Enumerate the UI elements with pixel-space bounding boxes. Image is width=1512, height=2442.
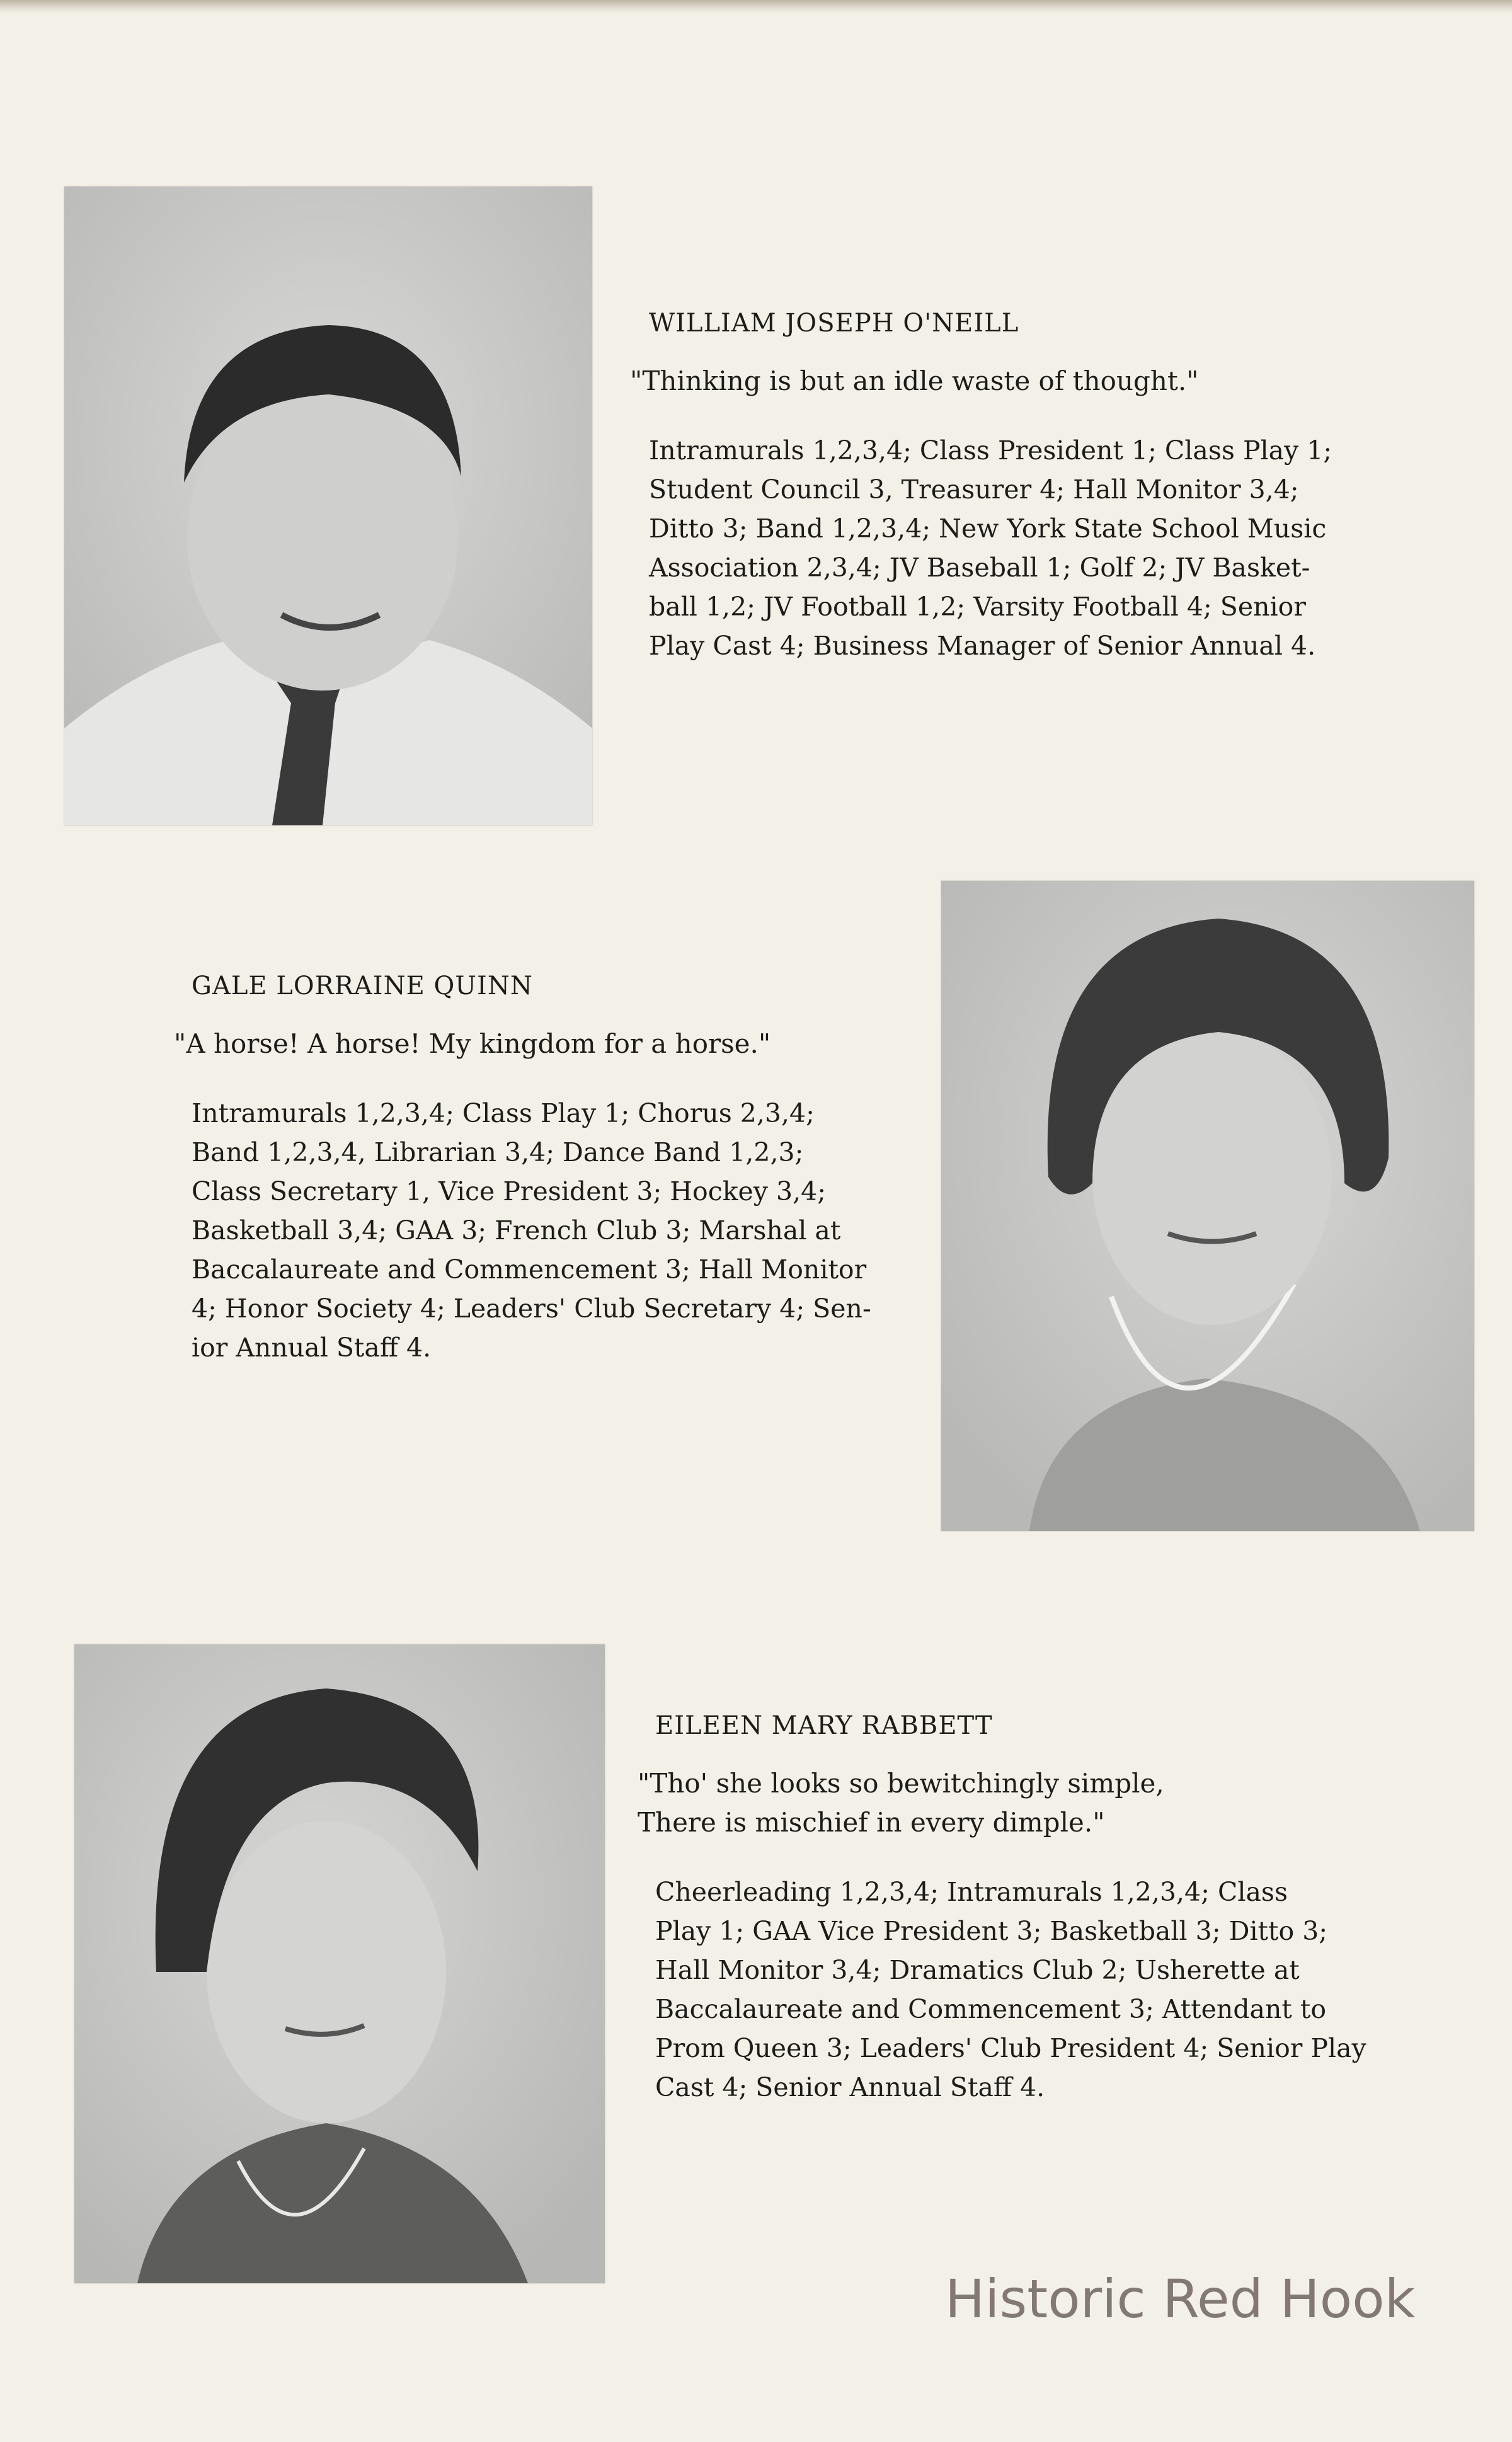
activities-line: Baccalaureate and Commencement 3; Attendant to: [655, 1994, 1327, 2024]
activities-line: Basketball 3,4; GAA 3; French Club 3; Marshal at: [192, 1215, 841, 1246]
activities-line: ball 1,2; JV Football 1,2; Varsity Football 4; Senior: [649, 592, 1306, 622]
activities-line: Cast 4; Senior Annual Staff 4.: [655, 2072, 1045, 2102]
activities-line: Prom Queen 3; Leaders' Club President 4; Senior Play: [655, 2033, 1366, 2063]
student-quote: "Thinking is but an idle waste of thought.": [630, 365, 1199, 396]
student-name: GALE LORRAINE QUINN: [192, 972, 533, 1000]
portrait-photo-eileen: [74, 1644, 605, 2283]
activities-line: ior Annual Staff 4.: [192, 1333, 432, 1363]
activities-line: Class Secretary 1, Vice President 3; Hockey 3,4;: [192, 1176, 827, 1207]
activities-line: Intramurals 1,2,3,4; Class President 1; Class Play 1;: [649, 435, 1332, 466]
student-name: EILEEN MARY RABBETT: [655, 1711, 993, 1740]
student-quote: "A horse! A horse! My kingdom for a horse.": [174, 1028, 771, 1059]
activities-line: Hall Monitor 3,4; Dramatics Club 2; Usherette at: [655, 1955, 1300, 1985]
portrait-photo-gale: [941, 881, 1474, 1531]
page-top-edge: [0, 0, 1512, 14]
student-activities: [655, 1872, 1436, 2107]
activities-line: Cheerleading 1,2,3,4; Intramurals 1,2,3,4; Class: [655, 1877, 1288, 1907]
activities-line: Play 1; GAA Vice President 3; Basketball 3; Ditto 3;: [655, 1916, 1328, 1946]
student-activities: [192, 1094, 948, 1367]
student-entry-william: [630, 309, 1405, 665]
activities-line: Student Council 3, Treasurer 4; Hall Monitor 3,4;: [649, 474, 1299, 505]
activities-line: 4; Honor Society 4; Leaders' Club Secretary 4; Sen-: [192, 1293, 871, 1324]
activities-line: Play Cast 4; Business Manager of Senior Annual 4.: [649, 631, 1316, 661]
student-quote: "Tho' she looks so bewitchingly simple, There is mischief in every dimple.": [638, 1768, 1164, 1838]
activities-line: Band 1,2,3,4, Librarian 3,4; Dance Band 1,2,3;: [192, 1137, 804, 1167]
activities-line: Intramurals 1,2,3,4; Class Play 1; Chorus 2,3,4;: [192, 1098, 815, 1128]
watermark-text: Historic Red Hook: [945, 2268, 1416, 2330]
student-activities: [649, 431, 1405, 665]
portrait-photo-william: [64, 186, 592, 825]
student-entry-eileen: [638, 1711, 1436, 2107]
activities-line: Association 2,3,4; JV Baseball 1; Golf 2; JV Basket-: [649, 553, 1310, 583]
student-name: WILLIAM JOSEPH O'NEILL: [649, 309, 1019, 338]
activities-line: Ditto 3; Band 1,2,3,4; New York State School Music: [649, 513, 1327, 544]
student-entry-gale: [174, 972, 948, 1367]
activities-line: Baccalaureate and Commencement 3; Hall Monitor: [192, 1254, 867, 1285]
